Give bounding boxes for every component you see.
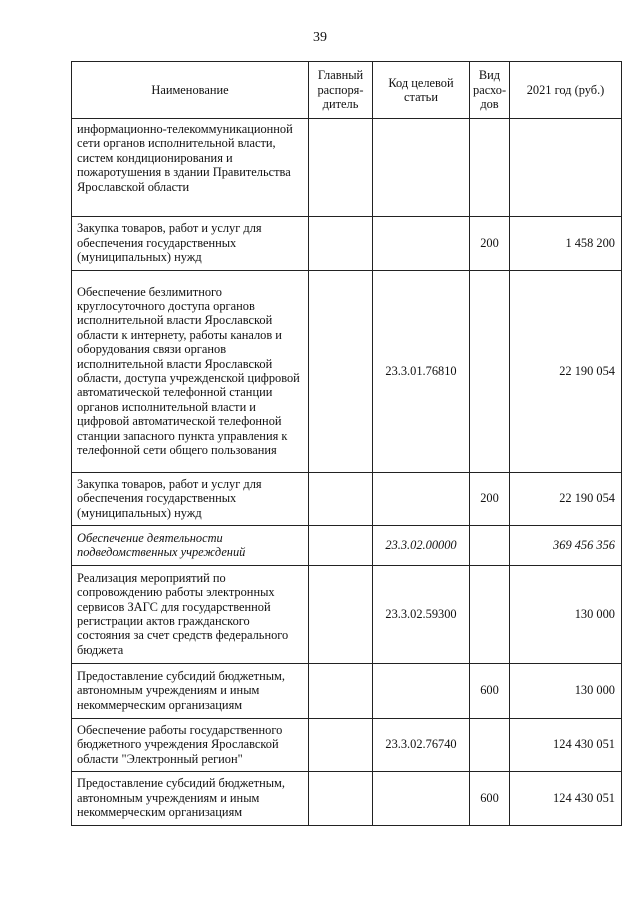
table-row <box>72 772 622 826</box>
table-row <box>72 217 622 271</box>
row-name: Обеспечение работы государственного бюджетного учреждения Ярославской области "Электронный регион" <box>72 719 309 772</box>
budget-table <box>71 61 622 826</box>
table-row <box>72 473 622 526</box>
row-name: Предоставление субсидий бюджетным, автономным учреждениям и иным некоммерческим организациям <box>72 772 309 826</box>
row-manager <box>309 719 373 772</box>
row-manager <box>309 772 373 826</box>
header-name: Наименование <box>72 62 309 119</box>
row-type: 600 <box>470 772 510 826</box>
table-row <box>72 526 622 566</box>
table-row <box>72 119 622 217</box>
row-code <box>373 772 470 826</box>
row-amount: 130 000 <box>510 664 622 719</box>
row-code: 23.3.01.76810 <box>373 271 470 473</box>
header-amount: 2021 год (руб.) <box>510 62 622 119</box>
row-code <box>373 217 470 271</box>
row-type <box>470 526 510 566</box>
table-header-row <box>72 62 622 119</box>
table-row <box>72 271 622 473</box>
row-manager <box>309 217 373 271</box>
row-type <box>470 271 510 473</box>
row-name: Предоставление субсидий бюджетным, автономным учреждениям и иным некоммерческим организациям <box>72 664 309 719</box>
row-amount: 22 190 054 <box>510 271 622 473</box>
row-code <box>373 119 470 217</box>
row-code: 23.3.02.59300 <box>373 566 470 664</box>
row-code <box>373 664 470 719</box>
table-row <box>72 566 622 664</box>
header-target-code: Код целевой статьи <box>373 62 470 119</box>
row-manager <box>309 664 373 719</box>
row-type: 200 <box>470 217 510 271</box>
row-name: Обеспечение деятельности подведомственных учреждений <box>72 526 309 566</box>
header-main-manager: Главный распоря-дитель <box>309 62 373 119</box>
row-type: 600 <box>470 664 510 719</box>
row-name: Закупка товаров, работ и услуг для обеспечения государственных (муниципальных) нужд <box>72 473 309 526</box>
row-name: Обеспечение безлимитного круглосуточного доступа органов исполнительной власти Ярославской области к интернету, работы каналов и оборудования связи органов исполнительной власти Ярославской области, доступа учрежденской цифровой автоматической телефонной станции органов исполнительной власти и цифровой автоматической телефонной станции запасного пункта управления к телефонной сети общего пользования <box>72 271 309 473</box>
row-manager <box>309 271 373 473</box>
row-type <box>470 719 510 772</box>
header-expense-type: Вид расхо-дов <box>470 62 510 119</box>
row-name: Закупка товаров, работ и услуг для обеспечения государственных (муниципальных) нужд <box>72 217 309 271</box>
row-code <box>373 473 470 526</box>
row-amount: 130 000 <box>510 566 622 664</box>
row-name: Реализация мероприятий по сопровождению работы электронных сервисов ЗАГС для государственной регистрации актов гражданского состояния за счет средств федерального бюджета <box>72 566 309 664</box>
row-amount: 22 190 054 <box>510 473 622 526</box>
row-manager <box>309 526 373 566</box>
row-amount: 124 430 051 <box>510 719 622 772</box>
row-code: 23.3.02.76740 <box>373 719 470 772</box>
page-number: 39 <box>313 30 327 45</box>
row-type: 200 <box>470 473 510 526</box>
row-type <box>470 566 510 664</box>
row-manager <box>309 566 373 664</box>
row-type <box>470 119 510 217</box>
row-amount: 369 456 356 <box>510 526 622 566</box>
row-manager <box>309 119 373 217</box>
row-amount <box>510 119 622 217</box>
row-name: информационно-телекоммуникационной сети органов исполнительной власти, систем кондиционирования и пожаротушения в здании Правительства Ярославской области <box>72 119 309 217</box>
table-row <box>72 719 622 772</box>
row-code: 23.3.02.00000 <box>373 526 470 566</box>
row-manager <box>309 473 373 526</box>
table-row <box>72 664 622 719</box>
row-amount: 1 458 200 <box>510 217 622 271</box>
row-amount: 124 430 051 <box>510 772 622 826</box>
